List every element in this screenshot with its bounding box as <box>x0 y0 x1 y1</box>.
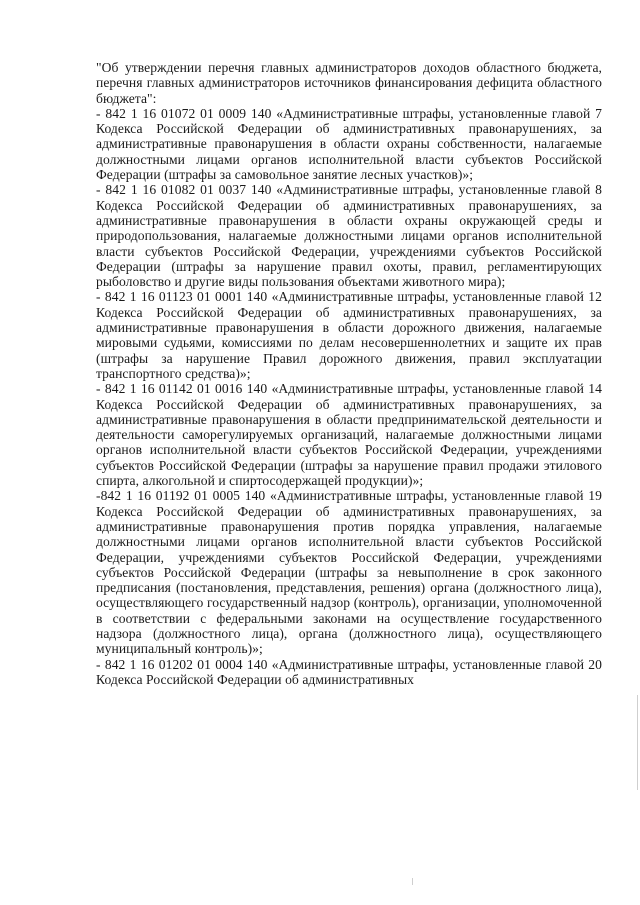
scan-artifact <box>637 695 638 790</box>
list-item: - 842 1 16 01072 01 0009 140 «Административные штрафы, установленные главой 7 Кодекса Российской Федерации об административных правонарушениях, за административные правонарушения в области охраны собственности, налагаемые должностными лицами органов исполнительной власти субъектов Российской Федерации (штрафы за самовольное занятие лесных участков)»; <box>96 105 602 183</box>
list-item: - 842 1 16 01082 01 0037 140 «Административные штрафы, установленные главой 8 Кодекса Российской Федерации об административных правонарушениях, за административные правонарушения в области охраны окружающей среды и природопользования, налагаемые должностными лицами органов исполнительной власти субъектов Российской Федерации, учреждениями субъектов Российской Федерации (штрафы за нарушение правил охоты, правил, регламентирующих рыболовство и другие виды пользования объектами животного мира); <box>96 182 602 290</box>
list-item: - 842 1 16 01202 01 0004 140 «Административные штрафы, установленные главой 20 Кодекса Российской Федерации об административных <box>96 656 602 687</box>
document-heading-fragment: "Об утверждении перечня главных администраторов доходов областного бюджета, перечня главных администраторов источников финансирования дефицита областного бюджета": <box>96 60 602 106</box>
document-body <box>96 60 602 687</box>
list-item: - 842 1 16 01123 01 0001 140 «Административные штрафы, установленные главой 12 Кодекса Российской Федерации об административных правонарушениях, за административные правонарушения в области дорожного движения, налагаемые мировыми судьями, комиссиями по делам несовершеннолетних и защите их прав (штрафы за нарушение Правил дорожного движения, правил эксплуатации транспортного средства)»; <box>96 289 602 381</box>
scan-artifact <box>412 878 413 885</box>
list-item: - 842 1 16 01142 01 0016 140 «Административные штрафы, установленные главой 14 Кодекса Российской Федерации об административных правонарушениях, за административные правонарушения в области предпринимательской деятельности и деятельности саморегулируемых организаций, налагаемые должностными лицами органов исполнительной власти субъектов Российской Федерации, учреждениями субъектов Российской Федерации (штрафы за нарушение правил продажи этилового спирта, алкогольной и спиртосодержащей продукции)»; <box>96 381 602 489</box>
list-item: -842 1 16 01192 01 0005 140 «Административные штрафы, установленные главой 19 Кодекса Российской Федерации об административных правонарушениях, за административные правонарушения против порядка управления, налагаемые должностными лицами органов исполнительной власти субъектов Российской Федерации, учреждениями субъектов Российской Федерации, учреждениями субъектов Российской Федерации (штрафы за невыполнение в срок законного предписания (постановления, представления, решения) органа (должностного лица), осуществляющего государственный надзор (контроль), организации, уполномоченной в соответствии с федеральными законами на осуществление государственного надзора (должностного лица), органа (должностного лица), осуществляющего муниципальный контроль)»; <box>96 488 602 657</box>
